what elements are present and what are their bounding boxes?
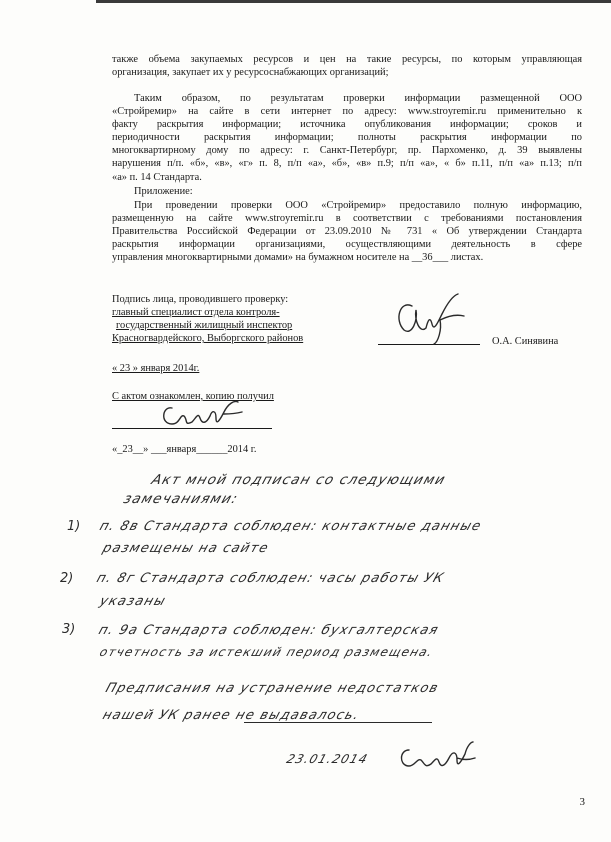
handwritten-item-1-line-2: размещены на сайте [100, 541, 271, 556]
recipient-signature [158, 398, 248, 432]
handwritten-intro-2: замечаниями: [121, 491, 241, 507]
handwritten-closing-2: нашей УК ранее не выдавалось. [100, 708, 362, 723]
handwritten-item-number: 3) [62, 622, 76, 637]
text-line: управления многоквартирными домами» на бумажном носителе на __36___ листах. [112, 252, 484, 264]
page-number: 3 [579, 796, 585, 808]
text-line: Таким образом, по результатам проверки информации размещенной ООО [134, 93, 582, 104]
handwritten-signed-date: 23.01.2014 [284, 752, 370, 766]
handwritten-underline [244, 722, 432, 723]
appendix-heading: Приложение: [134, 186, 193, 197]
inspector-title-2: государственный жилищный инспектор [116, 320, 293, 331]
text-line: «Стройремир» на сайте в сети интернет по адресу: www.stroyremir.ru применительно к [112, 106, 582, 118]
paragraph-findings [112, 92, 582, 184]
handwritten-item-3-line-1: п. 9а Стандарта соблюден: бухгалтерская [96, 623, 441, 638]
text-line: нарушения п/п. «б», «в», «г» п. 8, п/п «а», «б», «в» п.9; п/п «а», « б» п.11, п/п «а» п.13; п/п [112, 158, 582, 170]
inspector-signature-block [112, 293, 303, 345]
handwritten-item-3-line-2: отчетность за истекший период размещена. [97, 645, 436, 659]
paragraph-resources [112, 53, 582, 79]
text-line: периодичности раскрытия информации; полноты раскрытия информации по [112, 132, 582, 144]
text-line: При проведении проверки ООО «Стройремир» предоставило полную информацию, [134, 200, 582, 211]
inspector-name: О.А. Синявина [492, 336, 559, 347]
handwritten-item-number: 2) [60, 571, 74, 586]
handwritten-final-signature [395, 738, 475, 774]
top-edge-rule [96, 0, 611, 3]
recipient-date: «_23__» ___января______2014 г. [112, 444, 257, 455]
inspector-title-3: Красногвардейского, Выборгского районов [112, 333, 304, 344]
handwritten-intro-1: Акт мной подписан со следующими [149, 472, 448, 488]
paragraph-appendix [112, 199, 582, 264]
text-line: факту раскрытия информации; источника опубликования информации; сроков и [112, 119, 582, 131]
inspector-date: « 23 » января 2014г. [112, 363, 200, 374]
handwritten-item-2-line-2: указаны [97, 594, 168, 609]
inspector-signature [392, 290, 472, 346]
handwritten-item-1-line-1: п. 8в Стандарта соблюден: контактные данные [97, 519, 484, 534]
text-line: размещенную на сайте www.stroyremir.ru в соответствии с требованиями постановления [112, 213, 582, 225]
text-line: Правительства Российской Федерации от 23.09.2010 № 731 « Об утверждении Стандарта [112, 226, 582, 238]
text-line: организация, закупает их у ресурсоснабжающих организаций; [112, 67, 389, 79]
text-line: раскрытия информации организациями, осуществляющими деятельность в сфере [112, 239, 582, 251]
handwritten-closing-1: Предписания на устранение недостатков [103, 681, 441, 696]
handwritten-item-number: 1) [67, 519, 81, 534]
inspector-title-1: главный специалист отдела контроля- [112, 307, 280, 318]
handwritten-item-2-line-1: п. 8г Стандарта соблюден: часы работы УК [94, 571, 447, 586]
text-line: многоквартирному дому по адресу: г. Санкт-Петербург, пр. Пархоменко, д. 39 выявлены [112, 145, 582, 157]
inspector-heading: Подпись лица, проводившего проверку: [112, 294, 289, 305]
text-line: также объема закупаемых ресурсов и цен на такие ресурсы, по которым управляющая [112, 54, 582, 65]
recipient-heading: С актом ознакомлен, копию получил [112, 391, 274, 402]
text-line: «а» п. 14 Стандарта. [112, 171, 202, 183]
